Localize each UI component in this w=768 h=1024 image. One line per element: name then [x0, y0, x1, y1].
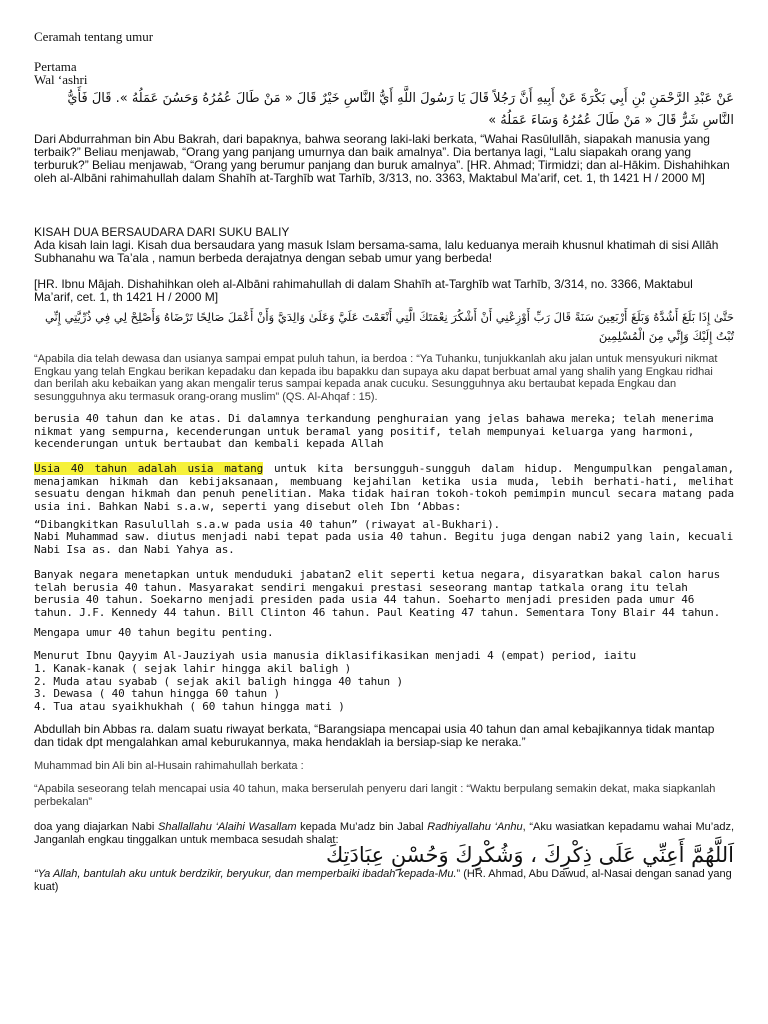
story-heading: KISAH DUA BERSAUDARA DARI SUKU BALIY [34, 225, 290, 239]
surah-label: Wal ‘ashri [34, 72, 88, 87]
list-item: 4. Tua atau syaikhukhah ( 60 tahun hingga mati ) [34, 699, 345, 713]
doa-meaning [34, 868, 734, 893]
leaders-paragraph: Banyak negara menetapkan untuk menduduki jabatan2 elit seperti ketua negara, disyaratkan bakal calon harus telah berusia 40 tahun. Masyarakat sendiri mengakui prestasi seseorang mantap tatkala orang itu telah berusia 40 tahun. Soekarno menjadi presiden pada usia 44 tahun. Soeharto menjadi presiden pada umur 46 tahun. J.F. Kennedy 44 tahun. Bill Clinton 46 tahun. Paul Keating 47 tahun. Sementara Tony Blair 44 tahun. [34, 568, 721, 619]
story-text: Ada kisah lain lagi. Kisah dua bersaudara yang masuk Islam bersama-sama, lalu keduanya meraih khusnul khatimah di sisi Allāh Subhanahu wa Ta’ala , namun berbeda derajatnya dengan sebab umur yang berbeda! [34, 238, 719, 265]
story-reference: [HR. Ibnu Mājah. Dishahihkan oleh al-Albāni rahimahullah di dalam Shahīh at-Targhīb wat Tarhīb, 3/314, no. 3366, Maktabul Ma’arif, cet. 1, th 1421 H / 2000 M] [34, 277, 693, 304]
doa-meaning-text: “Ya Allah, bantulah aku untuk berdzikir, beryukur, dan memperbaiki ibadah kepada-Mu. [34, 868, 457, 880]
ayah-translation: “Apabila dia telah dewasa dan usianya sampai empat puluh tahun, ia berdoa : “Ya Tuhanku, tunjukkanlah aku jalan untuk mensyukuri nikmat Engkau yang telah Engkau berikan kepadaku dan kepada ibu bapakku dan supaya aku dapat berbuat amal yang shalih yang Engkau ridhai dan berilah aku kebaikan yang akan mengalir terus sampai kepada anak cucuku. Sesungguhnya aku bertaubat kepada Engkau dan sesungguhnya aku termasuk orang-orang muslim” (QS. Al-Ahqaf : 15). [34, 353, 718, 403]
why-40-line: Mengapa umur 40 tahun begitu penting. [34, 626, 274, 639]
prophet-paragraph: Nabi Muhammad saw. diutus menjadi nabi tepat pada usia 40 tahun. Begitu juga dengan nabi2 yang lain, kecuali Nabi Isa as. dan Nabi Yahya as. [34, 530, 734, 556]
heaven-caller-quote: “Apabila seseorang telah mencapai usia 40 tahun, maka berserulah penyeru dari langit : “Waktu berpulang semakin dekat, maka siapkanlah perbekalan” [34, 783, 716, 808]
age-40-paragraph: berusia 40 tahun dan ke atas. Di dalamnya terkandung penghuraian yang jelas bahawa mereka; telah menerima nikmat yang sempurna, kecenderungan untuk beramal yang positif, telah mempunyai keluarga yang harmoni, kecenderungan untuk bertaubat dan kembali kepada Allah [34, 412, 714, 450]
highlighted-phrase: Usia 40 tahun adalah usia matang [34, 462, 264, 475]
arabic-hadith: عَنْ عَبْدِ الرَّحْمَنِ بْنِ أَبِي بَكْرَةَ عَنْ أَبِيهِ أَنَّ رَجُلاً قَالَ يَا رَسُولَ اللَّهِ أَيُّ النَّاسِ خَيْرٌ قَالَ « مَنْ طَالَ عُمُرُهُ وَحَسُنَ عَمَلُهُ ». قَالَ فَأَيُّ النَّاسِ شَرٌّ قَالَ « مَنْ طَالَ عُمُرُهُ وَسَاءَ عَمَلُهُ » [67, 91, 734, 128]
doa-intro-text: doa yang diajarkan Nabi [34, 821, 159, 833]
mature-age-text: untuk kita bersungguh-sungguh dalam hidup. Mengumpulkan pengalaman, menajamkan hikmah dan kebijaksanaan, membuang kejahilan ketika usia muda, lebih berhati-hati, melihat sesuatu dengan hikmah dan penuh penelitian. Maka tidak hairan tokoh-tokoh pemimpin muncul secara matang pada usia ini. Bahkan Nabi s.a.w, seperti yang disebut oleh Ibn ‘Abbas: [34, 462, 735, 513]
list-item: 3. Dewasa ( 40 tahun hingga 60 tahun ) [34, 687, 280, 700]
arabic-ayah: حَتَّىٰ إِذَا بَلَغَ أَشُدَّهُ وَبَلَغَ أَرْبَعِينَ سَنَةً قَالَ رَبِّ أَوْزِعْنِي أَنْ أَشْكُرَ نِعْمَتَكَ الَّتِي أَنْعَمْتَ عَلَيَّ وَعَلَىٰ وَالِدَيَّ وَأَنْ أَعْمَلَ صَالِحًا تَرْضَاهُ وَأَصْلِحْ لِي فِي ذُرِّيَّتِي إِنِّي تُبْتُ إِلَيْكَ وَإِنِّي مِنَ الْمُسْلِمِينَ [44, 310, 734, 343]
muhammad-intro: Muhammad bin Ali bin al-Husain rahimahullah berkata : [34, 760, 304, 772]
arabic-doa: اَللَّهُمَّ أَعِنِّي عَلَى ذِكْرِكَ ، وَشُكْرِكَ وَحُسْنِ عِبَادَتِكَ [325, 843, 734, 867]
classification-intro: Menurut Ibnu Qayyim Al-Jauziyah usia manusia diklasifikasikan menjadi 4 (empat) period, iaitu [34, 649, 636, 662]
doa-honorific-companion: Radhiyallahu ‘Anhu [427, 821, 523, 833]
doa-source: ” (HR. Ahmad, Abu Dawud, al-Nasai dengan sanad yang kuat) [34, 868, 732, 893]
doa-honorific-prophet: Shallallahu ‘Alaihi Wasallam [158, 821, 297, 833]
doa-intro-text: kepada Mu’adz bin Jabal [296, 821, 428, 833]
life-periods-list [34, 663, 734, 713]
list-item: 2. Muda atau syabab ( sejak akil baligh hingga 40 tahun ) [34, 674, 403, 688]
hadith-translation: Dari Abdurrahman bin Abu Bakrah, dari bapaknya, bahwa seorang laki-laki berkata, “Wahai Rasūlullāh, siapakah manusia yang terbaik?” Beliau menjawab, “Orang yang panjang umurnya dan baik amalnya”. Dia bertanya lagi, “Lalu siapakah orang yang terburuk?” Beliau menjawab, “Orang yang berumur panjang dan buruk amalnya”. [HR. Ahmad; Tirmidzi; dan al-Hākim. Dishahihkan oleh al-Albāni rahimahullah dalam Shahīh at-Targhīb wat Tarhīb, 3/313, no. 3363, Maktabul Ma’arif, cet. 1, th 1421 H / 2000 M] [34, 132, 730, 185]
mature-age-paragraph [34, 463, 734, 513]
bukhari-quote: “Dibangkitkan Rasulullah s.a.w pada usia 40 tahun” (riwayat al-Bukhari). [34, 518, 501, 531]
list-item: 1. Kanak-kanak ( sejak lahir hingga akil baligh ) [34, 662, 352, 675]
document-title: Ceramah tentang umur [34, 29, 154, 44]
abdullah-paragraph: Abdullah bin Abbas ra. dalam suatu riwayat berkata, “Barangsiapa mencapai usia 40 tahun dan amal kebajikannya tidak mantap dan tidak dpt mengalahkan amal keburukannya, maka hendaklah ia bersiap-siap ke neraka.” [34, 722, 715, 749]
doa-intro-text: , “Aku wasiatkan kepadamu wahai Mu’adz, Janganlah engkau tinggalkan untuk membaca sesudah shalat: [34, 821, 735, 846]
section-label: Pertama [34, 59, 77, 74]
